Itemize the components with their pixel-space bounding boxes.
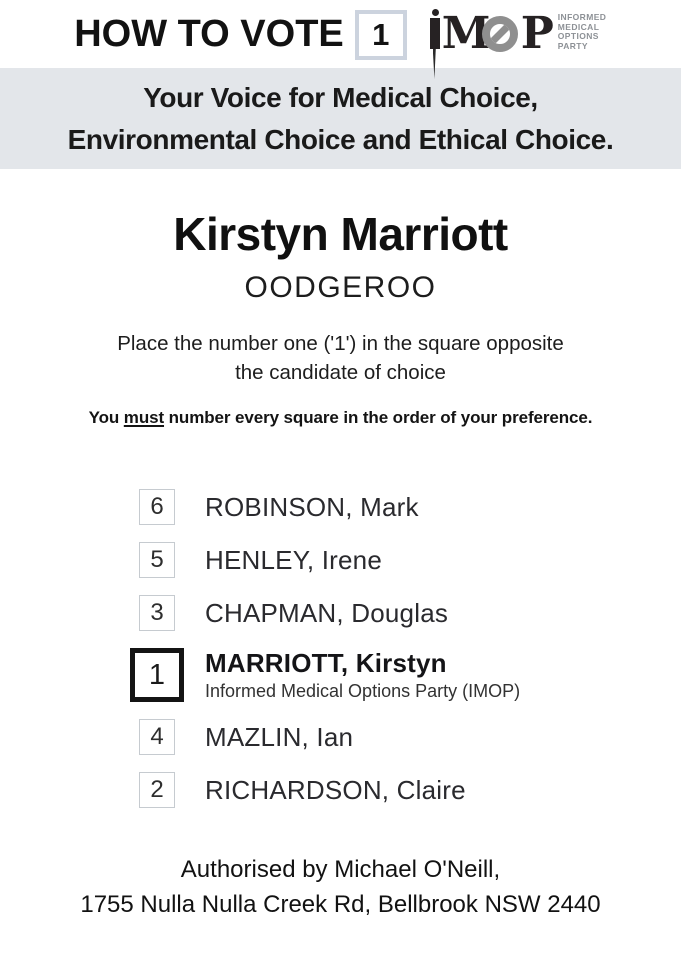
candidate-name: HENLEY, Irene	[205, 544, 382, 575]
syringe-i-bar-icon	[430, 18, 440, 49]
slogan-line-1: Your Voice for Medical Choice,	[143, 81, 538, 113]
preference-number: 5	[150, 546, 164, 573]
warning-prefix: You	[88, 408, 124, 427]
logo-tagline-line: INFORMED	[557, 12, 607, 22]
preference-number: 1	[148, 658, 166, 691]
preference-square	[139, 489, 175, 525]
ballot-row	[129, 542, 681, 578]
candidate-name: CHAPMAN, Douglas	[205, 597, 449, 628]
vote-number-box	[355, 10, 407, 60]
authorisation-footer	[0, 854, 681, 920]
logo-tagline-line: MEDICAL	[557, 21, 600, 32]
imop-logo	[429, 9, 607, 61]
candidate-name: MAZLIN, Ian	[205, 721, 354, 752]
ballot-list	[0, 489, 681, 808]
page-title: HOW TO VOTE	[74, 12, 344, 55]
preference-square	[139, 595, 175, 631]
ballot-row	[129, 489, 681, 525]
logo-tagline-line: OPTIONS	[557, 31, 599, 41]
candidate-name: RICHARDSON, Claire	[205, 774, 466, 805]
syringe-i-dot-icon	[432, 9, 439, 16]
preference-square-highlighted	[130, 648, 184, 702]
logo-tagline	[558, 13, 607, 51]
slogan-line-2: Environmental Choice and Ethical Choice.	[67, 123, 614, 155]
logo-tagline-line: PARTY	[557, 40, 588, 51]
instruction-line-2: the candidate of choice	[235, 361, 446, 384]
no-symbol-slash	[487, 22, 512, 47]
preference-warning	[0, 407, 681, 429]
instruction-text	[0, 329, 681, 387]
ballot-row-highlighted	[129, 648, 681, 702]
preference-square	[139, 772, 175, 808]
candidate-name: ROBINSON, Mark	[205, 491, 419, 522]
electorate-name: OODGEROO	[244, 271, 437, 304]
authorised-by-line: Authorised by Michael O'Neill,	[180, 856, 501, 883]
preference-number: 4	[150, 723, 164, 750]
ballot-row	[129, 772, 681, 808]
preference-number: 2	[150, 776, 164, 803]
slogan-banner	[0, 68, 681, 169]
preference-number: 6	[150, 493, 164, 520]
vote-number: 1	[372, 17, 390, 52]
warning-underlined-word: must	[123, 408, 165, 427]
warning-suffix: number every square in the order of your preference.	[164, 408, 593, 427]
candidate-name: MARRIOTT, Kirstyn	[205, 648, 447, 678]
candidate-party: Informed Medical Options Party (IMOP)	[205, 681, 521, 701]
candidate-name-title: Kirstyn Marriott	[173, 208, 508, 260]
no-symbol-icon	[482, 16, 518, 52]
logo-letter-p: P	[520, 8, 554, 59]
preference-square	[139, 542, 175, 578]
ballot-row	[129, 719, 681, 755]
preference-square	[139, 719, 175, 755]
authorised-address-line: 1755 Nulla Nulla Creek Rd, Bellbrook NSW 2440	[80, 891, 601, 918]
logo-letter-m: M	[441, 8, 491, 59]
instruction-line-1: Place the number one ('1') in the square opposite	[117, 332, 564, 355]
header	[0, 0, 681, 68]
preference-number: 3	[150, 599, 164, 626]
ballot-row	[129, 595, 681, 631]
